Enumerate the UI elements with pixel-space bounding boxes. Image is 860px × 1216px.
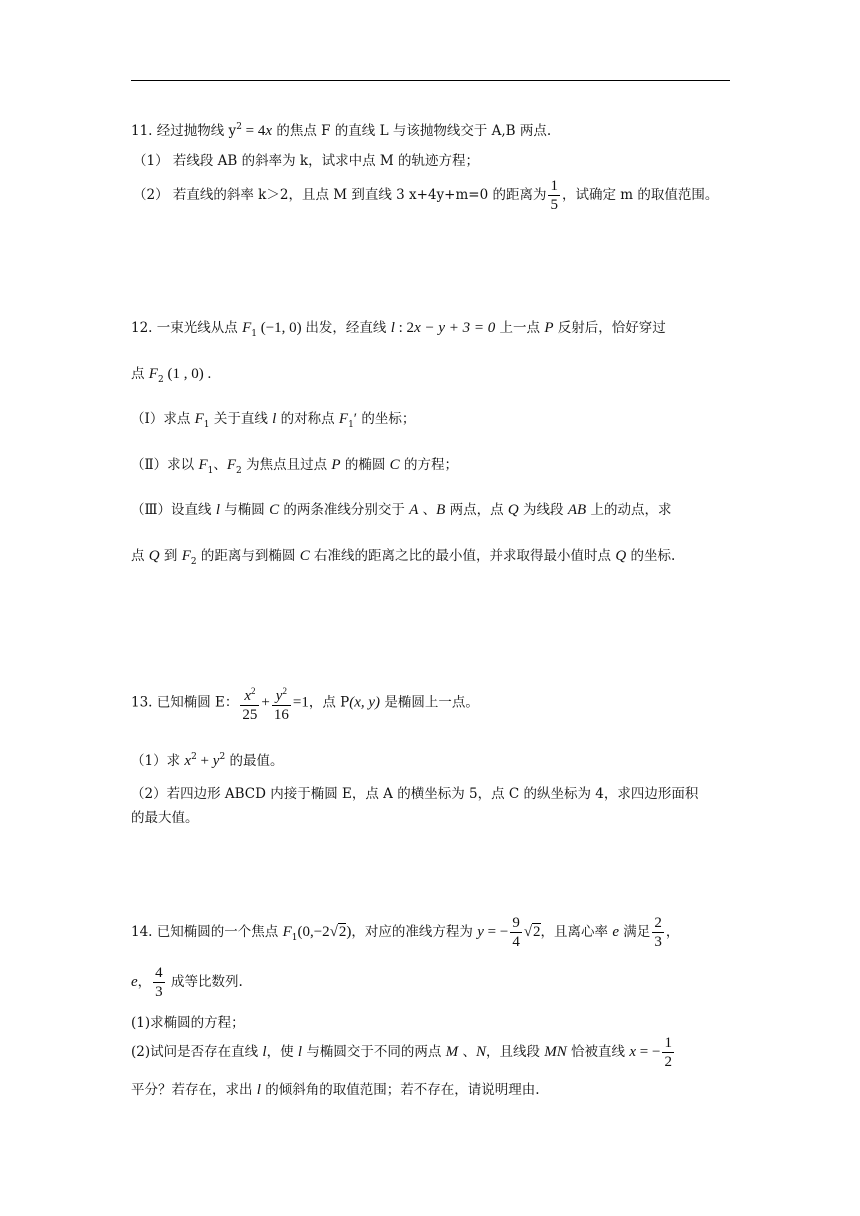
problem-14-part-2-line-1: (2)试问是否存在直线 l，使 l 与椭圆交于不同的两点 M 、N，且线段 MN 恰被直线 x = − $\frac{1}{2}$	[131, 1035, 672, 1070]
header-rule	[131, 80, 730, 81]
problem-13-part-1: （1）求 $x^2 + y^2$ 的最值。	[131, 752, 284, 769]
problem-13-part-2-line-1: （2）若四边形 ABCD 内接于椭圆 E，点 A 的横坐标为 5，点 C 的纵坐标为 4，求四边形面积	[131, 786, 699, 802]
problem-12-statement-line-1: 12. 一束光线从点 $F_1$ (−1, 0) 出发，经直线 l : 2x − y + 3 = 0 上一点 P 反射后，恰好穿过	[131, 320, 666, 339]
problem-12-part-1: （Ⅰ）求点 $F_1$ 关于直线 l 的对称点 $F_1'$ 的坐标；	[131, 411, 416, 430]
problem-12-part-3-line-1: （Ⅲ）设直线 l 与椭圆 C 的两条准线分别交于 A 、B 两点，点 Q 为线段 AB 上的动点，求	[131, 502, 672, 518]
problem-14-part-2-line-2: 平分？若存在，求出 l 的倾斜角的取值范围；若不存在，请说明理由.	[131, 1082, 540, 1098]
problem-11-statement: 11. 经过抛物线 $y^2 = 4x$ 的焦点 F 的直线 L 与该抛物线交于 A,B 两点.	[131, 122, 552, 139]
problem-12-statement-line-2: 点 $F_2$ (1 , 0) .	[131, 366, 212, 385]
problem-14-part-1: (1)求椭圆的方程；	[131, 1015, 245, 1031]
problem-14-statement-line-2: e， $\frac{4}{3}$ 成等比数列.	[131, 965, 243, 1000]
problem-14-statement-line-1: 14. 已知椭圆的一个焦点 $F_1(0,-2√2)$，对应的准线方程为 y = − $\frac{9}{4}$ √2，且离心率 e 满足 $\frac{2}{3}$ ，	[131, 915, 680, 950]
problem-13-statement: 13. 已知椭圆 E： $\frac{x^2}{25}$ + $\frac{y^2}{16}$ =1，点 P(x, y) 是椭圆上一点。	[131, 682, 479, 724]
problem-12-part-2: （Ⅱ）求以 $F_1$、$F_2$ 为焦点且过点 P 的椭圆 C 的方程；	[131, 457, 458, 476]
problem-11-part-1: （1） 若线段 AB 的斜率为 k，试求中点 M 的轨迹方程；	[133, 153, 480, 169]
problem-11-part-2: （2） 若直线的斜率 k＞2，且点 M 到直线 3 x+4y+m=0 的距离为 $\frac{1}{5}$ ，试确定 m 的取值范围。	[133, 178, 719, 213]
problem-13-part-2-line-2: 的最大值。	[131, 810, 199, 826]
problem-12-part-3-line-2: 点 Q 到 $F_2$ 的距离与到椭圆 C 右准线的距离之比的最小值，并求取得最小值时点 Q 的坐标.	[131, 548, 676, 567]
